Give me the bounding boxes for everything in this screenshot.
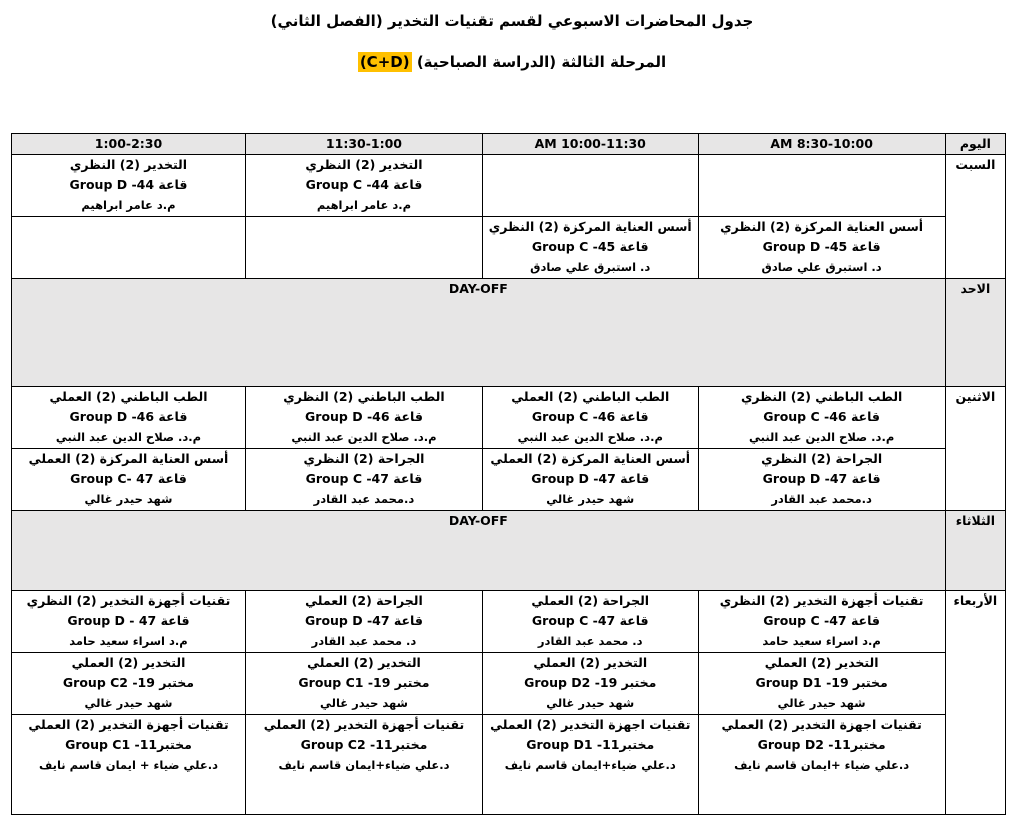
cell-instructor: د. استبرق علي صادق [530, 260, 651, 274]
cell-instructor: شهد حيدر غالي [546, 696, 635, 710]
cell-course-name: التخدير (2) العملي [764, 655, 879, 670]
cell-room-group: قاعة 47- Group D [305, 613, 423, 628]
cell-room-group: قاعة 44- Group D [69, 177, 188, 192]
header-row [12, 134, 1006, 155]
day-sunday: الاحد [945, 279, 1005, 387]
page-title: جدول المحاضرات الاسبوعي لقسم تقنيات التخدير (الفصل الثاني) [270, 12, 754, 30]
sat-r2-t4 [12, 217, 246, 279]
cell-instructor: م.د عامر ابراهيم [316, 198, 412, 212]
mon-r1-t4 [12, 387, 246, 449]
cell-course-name: أسس العناية المركزة (2) النظري [720, 219, 924, 234]
cell-instructor: م.د اسراء سعيد حامد [69, 634, 188, 648]
cell-course-name: الطب الباطني (2) العملي [49, 389, 208, 404]
cell-course-name: تقنيات اجهزة التخدير (2) العملي [490, 717, 691, 732]
mon-r2-t2 [482, 449, 698, 511]
sat-r1-t4 [12, 155, 246, 217]
subtitle-highlight: (C+D) [359, 53, 410, 71]
cell-room-group: قاعة 47- Group C [531, 613, 649, 628]
cell-room-group: قاعة 47- Group C [763, 613, 880, 628]
cell-room-group: قاعة 44- Group C [305, 177, 423, 192]
cell-course-name: التخدير (2) العملي [533, 655, 648, 670]
cell-course-name: التخدير (2) العملي [307, 655, 421, 670]
cell-instructor: شهد حيدر غالي [546, 492, 635, 506]
cell-room-group: قاعة 47- Group D [762, 471, 881, 486]
cell-course-name: تقنيات أجهزة التخدير (2) النظري [719, 593, 924, 608]
cell-course-name: أسس العناية المركزة (2) العملي [28, 451, 229, 466]
cell-instructor: م.د. صلاح الدين عبد النبي [55, 430, 202, 444]
cell-course-name: تقنيات أجهزة التخدير (2) النظري [26, 593, 231, 608]
wed-row-2 [12, 653, 1006, 715]
wed-r2-t3 [245, 653, 482, 715]
page-subtitle [0, 53, 1024, 71]
cell-instructor: د. استبرق علي صادق [761, 260, 882, 274]
header-day: اليوم [945, 134, 1005, 155]
wed-r1-t1 [698, 591, 945, 653]
cell-room-group: مختبر 19- Group D1 [755, 675, 888, 690]
cell-instructor: م.د عامر ابراهيم [81, 198, 176, 212]
mon-r2-t3 [245, 449, 482, 511]
cell-instructor: د.علي ضياء+ايمان قاسم نايف [278, 758, 450, 772]
cell-instructor: م.د اسراء سعيد حامد [762, 634, 881, 648]
sat-r1-t2 [482, 155, 698, 217]
sat-row-2 [12, 217, 1006, 279]
cell-room-group: قاعة 46- Group C [763, 409, 880, 424]
cell-room-group: مختبر 19- Group C2 [62, 675, 195, 690]
subtitle-text: المرحلة الثالثة (الدراسة الصباحية) [416, 53, 667, 71]
sat-r2-t1 [698, 217, 945, 279]
cell-room-group: قاعة 46- Group C [531, 409, 649, 424]
wed-r3-t4 [12, 715, 246, 815]
wed-r2-t2 [482, 653, 698, 715]
cell-course-name: التخدير (2) النظري [305, 157, 423, 172]
wed-r3-t3 [245, 715, 482, 815]
cell-instructor: شهد حيدر غالي [84, 492, 173, 506]
wed-r3-t1 [698, 715, 945, 815]
cell-course-name: أسس العناية المركزة (2) النظري [488, 219, 692, 234]
day-wednesday: الأربعاء [945, 591, 1005, 815]
cell-course-name: الطب الباطني (2) النظري [740, 389, 903, 404]
cell-instructor: م.د. صلاح الدين عبد النبي [291, 430, 437, 444]
cell-room-group: مختبر 19- Group D2 [524, 675, 657, 690]
cell-room-group: مختبر11- Group D2 [757, 737, 886, 752]
mon-r1-t1 [698, 387, 945, 449]
cell-room-group: مختبر 19- Group C1 [298, 675, 430, 690]
mon-r1-t3 [245, 387, 482, 449]
sunday-dayoff: DAY-OFF [12, 279, 946, 387]
cell-room-group: قاعة 46- Group D [305, 409, 423, 424]
cell-instructor: د.محمد عبد القادر [313, 492, 415, 506]
cell-room-group: قاعة 46- Group D [69, 409, 188, 424]
cell-instructor: شهد حيدر غالي [777, 696, 866, 710]
cell-room-group: قاعة 45- Group C [531, 239, 649, 254]
sat-row-1 [12, 155, 1006, 217]
cell-instructor: م.د. صلاح الدين عبد النبي [748, 430, 895, 444]
mon-r2-t1 [698, 449, 945, 511]
wed-r1-t4 [12, 591, 246, 653]
cell-course-name: تقنيات اجهزة التخدير (2) العملي [721, 717, 922, 732]
cell-instructor: د. محمد عبد القادر [537, 634, 643, 648]
day-tuesday: الثلاثاء [945, 511, 1005, 591]
cell-course-name: الجراحة (2) النظري [303, 451, 425, 466]
cell-course-name: أسس العناية المركزة (2) العملي [490, 451, 691, 466]
cell-room-group: مختبر11- Group D1 [526, 737, 655, 752]
cell-course-name: التخدير (2) العملي [71, 655, 186, 670]
cell-course-name: التخدير (2) النظري [69, 157, 188, 172]
day-saturday: السبت [945, 155, 1005, 279]
mon-row-1 [12, 387, 1006, 449]
wed-r2-t1 [698, 653, 945, 715]
wed-r1-t3 [245, 591, 482, 653]
cell-room-group: قاعة 45- Group D [762, 239, 881, 254]
cell-instructor: د.علي ضياء+ايمان قاسم نايف [504, 758, 676, 772]
cell-room-group: قاعة 47- Group D [531, 471, 650, 486]
tue-row [12, 511, 1006, 591]
cell-room-group: قاعة 47- Group C [305, 471, 423, 486]
tuesday-dayoff: DAY-OFF [12, 511, 946, 591]
cell-room-group: قاعة 47 - Group D [67, 613, 190, 628]
sat-r1-t1 [698, 155, 945, 217]
cell-room-group: مختبر11- Group C2 [300, 737, 428, 752]
header-time-2: 10:00-11:30 AM [482, 134, 698, 155]
cell-course-name: الطب الباطني (2) النظري [283, 389, 445, 404]
cell-course-name: الجراحة (2) العملي [305, 593, 423, 608]
cell-room-group: مختبر11- Group C1 [65, 737, 192, 752]
sat-r1-t3 [245, 155, 482, 217]
sun-row [12, 279, 1006, 387]
cell-course-name: الطب الباطني (2) العملي [511, 389, 670, 404]
wed-row-3 [12, 715, 1006, 815]
header-time-3: 11:30-1:00 [245, 134, 482, 155]
cell-course-name: تقنيات أجهزة التخدير (2) العملي [28, 717, 229, 732]
cell-instructor: شهد حيدر غالي [320, 696, 408, 710]
cell-instructor: د.علي ضياء + ايمان قاسم نايف [38, 758, 218, 772]
cell-instructor: د.علي ضياء +ايمان قاسم نايف [734, 758, 910, 772]
cell-instructor: د.محمد عبد القادر [771, 492, 872, 506]
cell-course-name: تقنيات أجهزة التخدير (2) العملي [263, 717, 465, 732]
sat-r2-t2 [482, 217, 698, 279]
header-time-1: 8:30-10:00 AM [698, 134, 945, 155]
wed-r2-t4 [12, 653, 246, 715]
wed-r3-t2 [482, 715, 698, 815]
sat-r2-t3 [245, 217, 482, 279]
wed-r1-t2 [482, 591, 698, 653]
mon-r1-t2 [482, 387, 698, 449]
schedule-table [11, 133, 1006, 815]
wed-row-1 [12, 591, 1006, 653]
day-monday: الاثنين [945, 387, 1005, 511]
cell-room-group: قاعة 47 -Group C [70, 471, 187, 486]
cell-instructor: شهد حيدر غالي [84, 696, 173, 710]
mon-row-2 [12, 449, 1006, 511]
cell-instructor: د. محمد عبد القادر [311, 634, 417, 648]
cell-course-name: الجراحة (2) النظري [761, 451, 883, 466]
cell-instructor: م.د. صلاح الدين عبد النبي [517, 430, 663, 444]
cell-course-name: الجراحة (2) العملي [531, 593, 650, 608]
header-time-4: 1:00-2:30 [12, 134, 246, 155]
mon-r2-t4 [12, 449, 246, 511]
